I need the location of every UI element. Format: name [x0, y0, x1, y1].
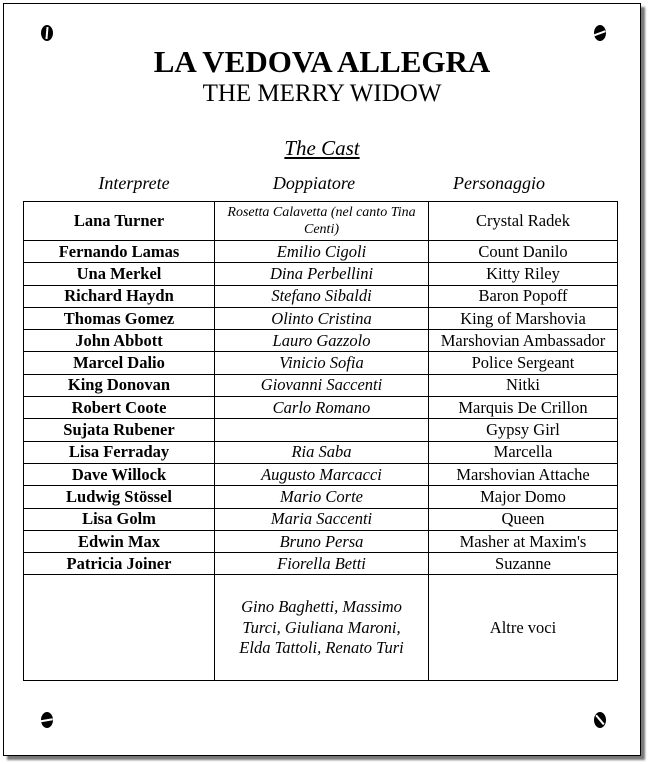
dubber-cell: Ria Saba	[215, 441, 429, 463]
character-cell: Baron Popoff	[429, 285, 618, 307]
character-cell: Police Sergeant	[429, 352, 618, 374]
screw-icon	[594, 25, 606, 41]
character-cell: Marquis De Crillon	[429, 397, 618, 419]
subtitle: THE MERRY WIDOW	[202, 80, 442, 107]
actor-cell: John Abbott	[24, 330, 215, 352]
actor-cell: Robert Coote	[24, 397, 215, 419]
screw-icon	[41, 25, 53, 41]
actor-cell: Richard Haydn	[24, 285, 215, 307]
actor-cell: Lisa Ferraday	[24, 441, 215, 463]
dubber-cell: Giovanni Saccenti	[215, 374, 429, 396]
character-cell: Count Danilo	[429, 241, 618, 263]
table-row	[24, 352, 618, 374]
actor-cell: Una Merkel	[24, 263, 215, 285]
table-row	[24, 241, 618, 263]
dubber-cell: Fiorella Betti	[215, 553, 429, 575]
character-cell: Marshovian Attache	[429, 463, 618, 485]
dubber-cell: Dina Perbellini	[215, 263, 429, 285]
table-row	[24, 330, 618, 352]
actor-cell: Thomas Gomez	[24, 307, 215, 329]
character-cell: Suzanne	[429, 553, 618, 575]
actor-cell: Edwin Max	[24, 530, 215, 552]
column-header-interprete: Interprete	[98, 173, 170, 193]
actor-cell	[24, 575, 215, 681]
dubber-cell: Emilio Cigoli	[215, 241, 429, 263]
character-cell: Kitty Riley	[429, 263, 618, 285]
dubber-cell: Augusto Marcacci	[215, 463, 429, 485]
character-cell: Marshovian Ambassador	[429, 330, 618, 352]
table-row	[24, 202, 618, 241]
actor-cell: Dave Willock	[24, 463, 215, 485]
section-heading: The Cast	[284, 136, 360, 160]
actor-cell: Lisa Golm	[24, 508, 215, 530]
cast-plate	[3, 3, 641, 756]
table-row	[24, 419, 618, 441]
actor-cell: Fernando Lamas	[24, 241, 215, 263]
character-cell: Altre voci	[429, 575, 618, 681]
screw-icon	[594, 712, 606, 728]
table-row	[24, 508, 618, 530]
actor-cell: Sujata Rubener	[24, 419, 215, 441]
actor-cell: Marcel Dalio	[24, 352, 215, 374]
character-cell: Queen	[429, 508, 618, 530]
dubber-cell: Rosetta Calavetta (nel canto Tina Centi)	[215, 202, 429, 241]
table-row	[24, 553, 618, 575]
table-row	[24, 441, 618, 463]
cast-table	[23, 201, 618, 681]
title: LA VEDOVA ALLEGRA	[153, 44, 491, 79]
character-cell: Crystal Radek	[429, 202, 618, 241]
character-cell: Marcella	[429, 441, 618, 463]
character-cell: Nitki	[429, 374, 618, 396]
table-row	[24, 307, 618, 329]
dubber-cell: Bruno Persa	[215, 530, 429, 552]
dubber-cell: Maria Saccenti	[215, 508, 429, 530]
dubber-cell: Stefano Sibaldi	[215, 285, 429, 307]
table-row	[24, 530, 618, 552]
dubber-cell: Gino Baghetti, Massimo Turci, Giuliana Maroni, Elda Tattoli, Renato Turi	[215, 575, 429, 681]
dubber-cell: Mario Corte	[215, 486, 429, 508]
character-cell: Masher at Maxim's	[429, 530, 618, 552]
dubber-cell: Olinto Cristina	[215, 307, 429, 329]
dubber-cell: Lauro Gazzolo	[215, 330, 429, 352]
column-header-personaggio: Personaggio	[453, 173, 545, 193]
character-cell: King of Marshovia	[429, 307, 618, 329]
table-row	[24, 486, 618, 508]
actor-cell: King Donovan	[24, 374, 215, 396]
character-cell: Major Domo	[429, 486, 618, 508]
table-row	[24, 575, 618, 681]
character-cell: Gypsy Girl	[429, 419, 618, 441]
table-row	[24, 263, 618, 285]
dubber-cell: Carlo Romano	[215, 397, 429, 419]
dubber-cell: Vinicio Sofia	[215, 352, 429, 374]
actor-cell: Lana Turner	[24, 202, 215, 241]
table-row	[24, 463, 618, 485]
actor-cell: Patricia Joiner	[24, 553, 215, 575]
screw-icon	[41, 712, 53, 728]
column-header-doppiatore: Doppiatore	[272, 173, 356, 193]
actor-cell: Ludwig Stössel	[24, 486, 215, 508]
table-row	[24, 397, 618, 419]
dubber-cell	[215, 419, 429, 441]
table-row	[24, 374, 618, 396]
table-row	[24, 285, 618, 307]
